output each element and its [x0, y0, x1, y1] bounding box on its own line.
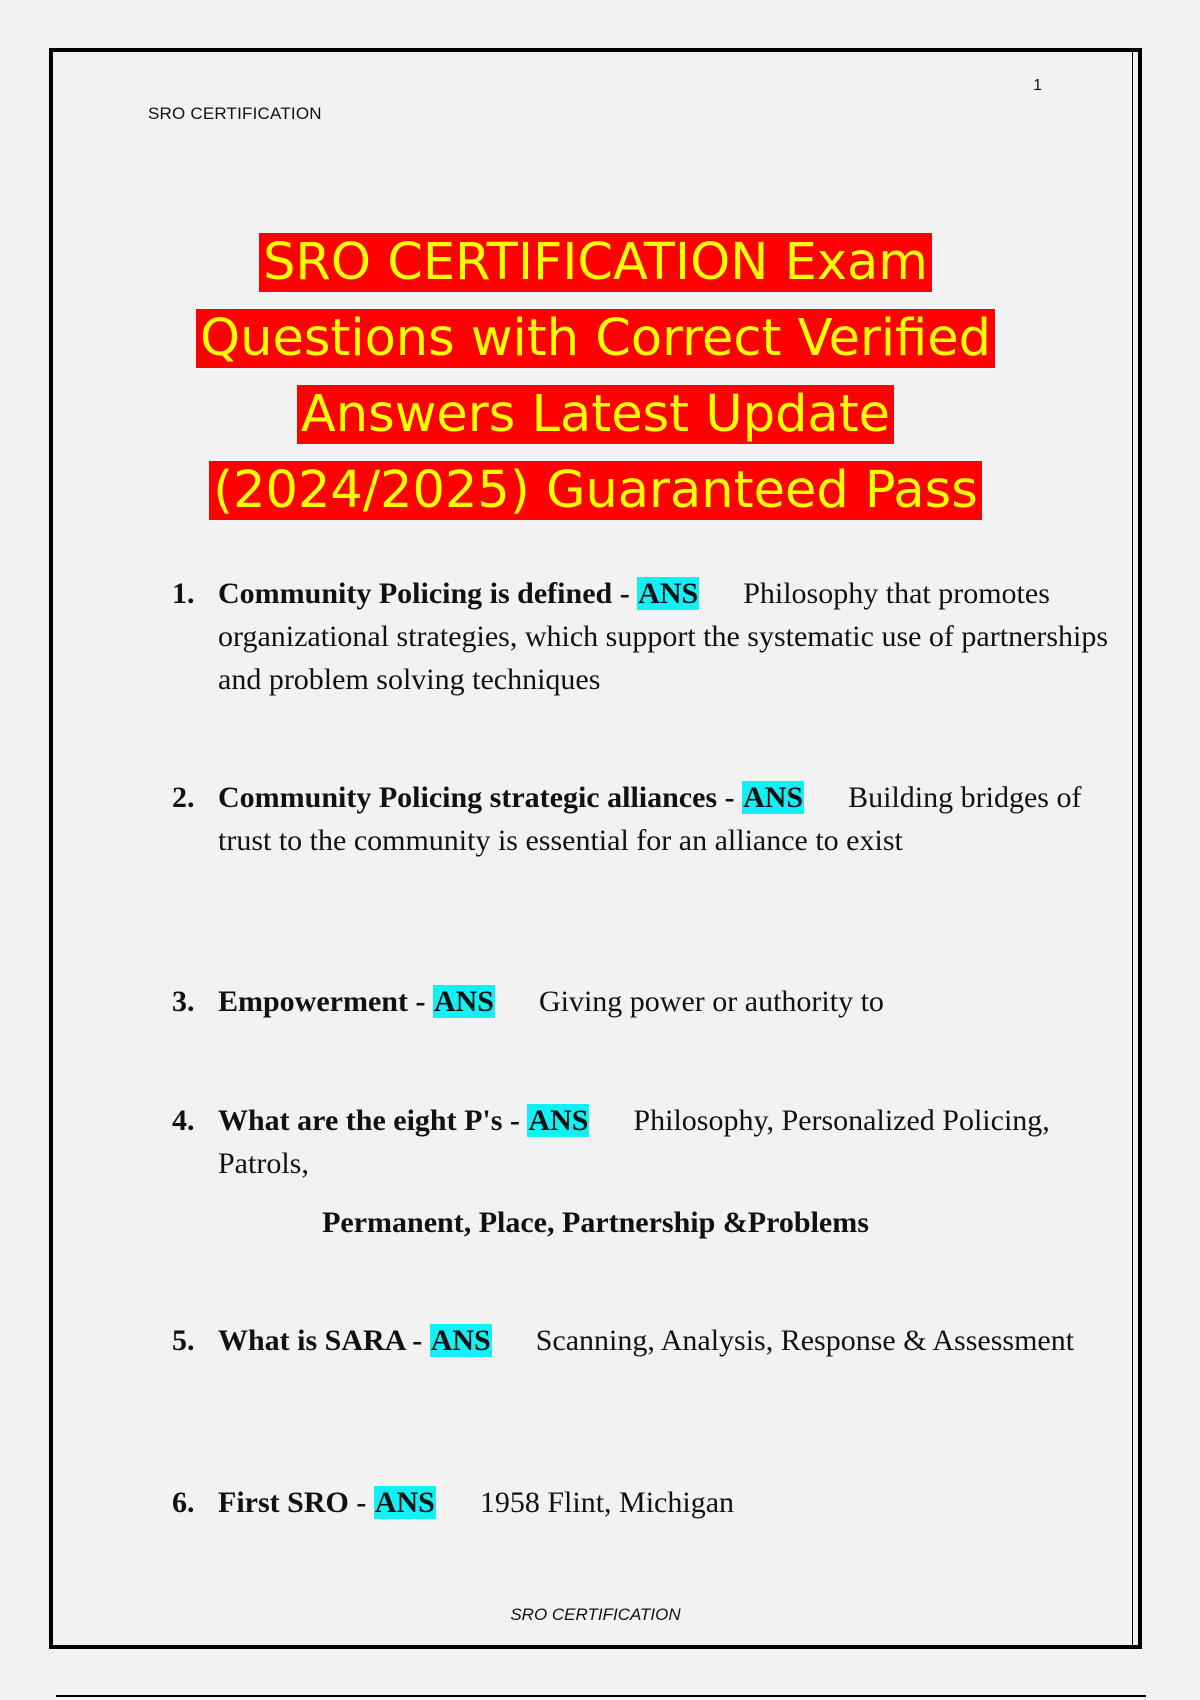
page-header: SRO CERTIFICATION — [148, 104, 322, 123]
title-line: Answers Latest Update — [297, 385, 894, 444]
qa-item — [172, 980, 1118, 1023]
ans-label: ANS — [430, 1324, 491, 1357]
qa-number: 6. — [172, 1486, 195, 1519]
ans-label: ANS — [638, 577, 699, 610]
qa-extra-line: Permanent, Place, Partnership &Problems — [322, 1206, 869, 1239]
title-line: (2024/2025) Guaranteed Pass — [209, 461, 982, 520]
next-page-edge — [56, 1695, 1146, 1697]
qa-item — [172, 1319, 1118, 1362]
qa-question: What is SARA - — [218, 1324, 430, 1357]
page-number: 1 — [1033, 77, 1042, 94]
qa-item — [172, 776, 1118, 862]
qa-question: Community Policing strategic alliances - — [218, 781, 743, 814]
title-line: Questions with Correct Verified — [196, 309, 995, 368]
qa-answer: Philosophy, Personalized Policing, Patrols, — [218, 1104, 1050, 1180]
qa-question: Empowerment - — [218, 985, 433, 1018]
document-page — [49, 48, 1142, 1649]
qa-number: 2. — [172, 781, 195, 814]
qa-answer: 1958 Flint, Michigan — [479, 1486, 735, 1519]
page-footer: SRO CERTIFICATION — [510, 1605, 681, 1624]
qa-list — [53, 52, 1138, 1645]
qa-number: 5. — [172, 1324, 195, 1357]
ans-label: ANS — [528, 1104, 589, 1137]
qa-answer: Giving power or authority to — [538, 985, 884, 1018]
qa-item — [172, 1099, 1118, 1185]
qa-number: 3. — [172, 985, 195, 1018]
qa-answer: Scanning, Analysis, Response & Assessment — [535, 1324, 1075, 1357]
qa-question: Community Policing is defined - — [218, 577, 638, 610]
ans-label: ANS — [743, 781, 804, 814]
ans-label: ANS — [433, 985, 494, 1018]
title-line: SRO CERTIFICATION Exam — [259, 233, 932, 292]
qa-answer: Building bridges of trust to the community is essential for an alliance to exist — [218, 781, 1082, 857]
qa-number: 4. — [172, 1104, 195, 1137]
ans-label: ANS — [374, 1486, 435, 1519]
qa-answer: Philosophy that promotes organizational strategies, which support the systematic use of partnerships and problem solving techniques — [218, 577, 1109, 696]
qa-item — [172, 572, 1118, 701]
qa-item — [172, 1481, 1118, 1524]
qa-question: First SRO - — [218, 1486, 374, 1519]
qa-question: What are the eight P's - — [218, 1104, 528, 1137]
qa-number: 1. — [172, 577, 195, 610]
